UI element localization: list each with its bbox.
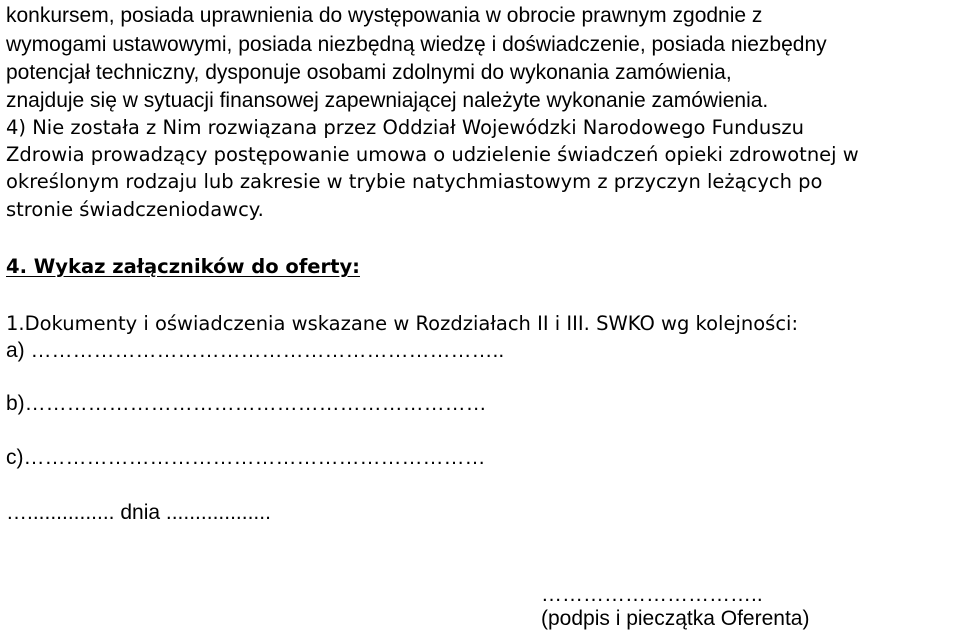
point-4-line-1: 4) Nie została z Nim rozwiązana przez Oddział Wojewódzki Narodowego Funduszu	[6, 116, 804, 139]
intro-line-2: wymogami ustawowymi, posiada niezbędną wiedzę i doświadczenie, posiada niezbędny	[6, 33, 827, 56]
intro-line-1: konkursem, posiada uprawnienia do występowania w obrocie prawnym zgodnie z	[6, 4, 763, 27]
point-4-line-2: Zdrowia prowadzący postępowanie umowa o udzielenie świadczeń opieki zdrowotnej w	[6, 143, 859, 166]
item-a: a) …………………………………………………………..	[6, 339, 505, 362]
section-heading: 4. Wykaz załączników do oferty:	[6, 255, 360, 278]
point-4-line-3: określonym rodzaju lub zakresie w trybie natychmiastowym z przyczyn leżących po	[6, 170, 823, 193]
documents-line: 1.Dokumenty i oświadczenia wskazane w Rozdziałach II i III. SWKO wg kolejności:	[6, 312, 799, 335]
signature-dots: …………………………..	[541, 583, 763, 606]
point-4-line-4: stronie świadczeniodawcy.	[6, 198, 264, 221]
intro-line-4: znajduje się w sytuacji finansowej zapewniającej należyte wykonanie zamówienia.	[6, 89, 769, 112]
date-line: …............... dnia ..................	[6, 501, 271, 524]
intro-line-3: potencjał techniczny, dysponuje osobami zdolnymi do wykonania zamówienia,	[6, 61, 732, 84]
item-b: b)…………………………………………………………	[6, 392, 487, 415]
signature-caption: (podpis i pieczątka Oferenta)	[541, 607, 810, 630]
item-c: c)…………………………………………………………	[6, 446, 486, 469]
